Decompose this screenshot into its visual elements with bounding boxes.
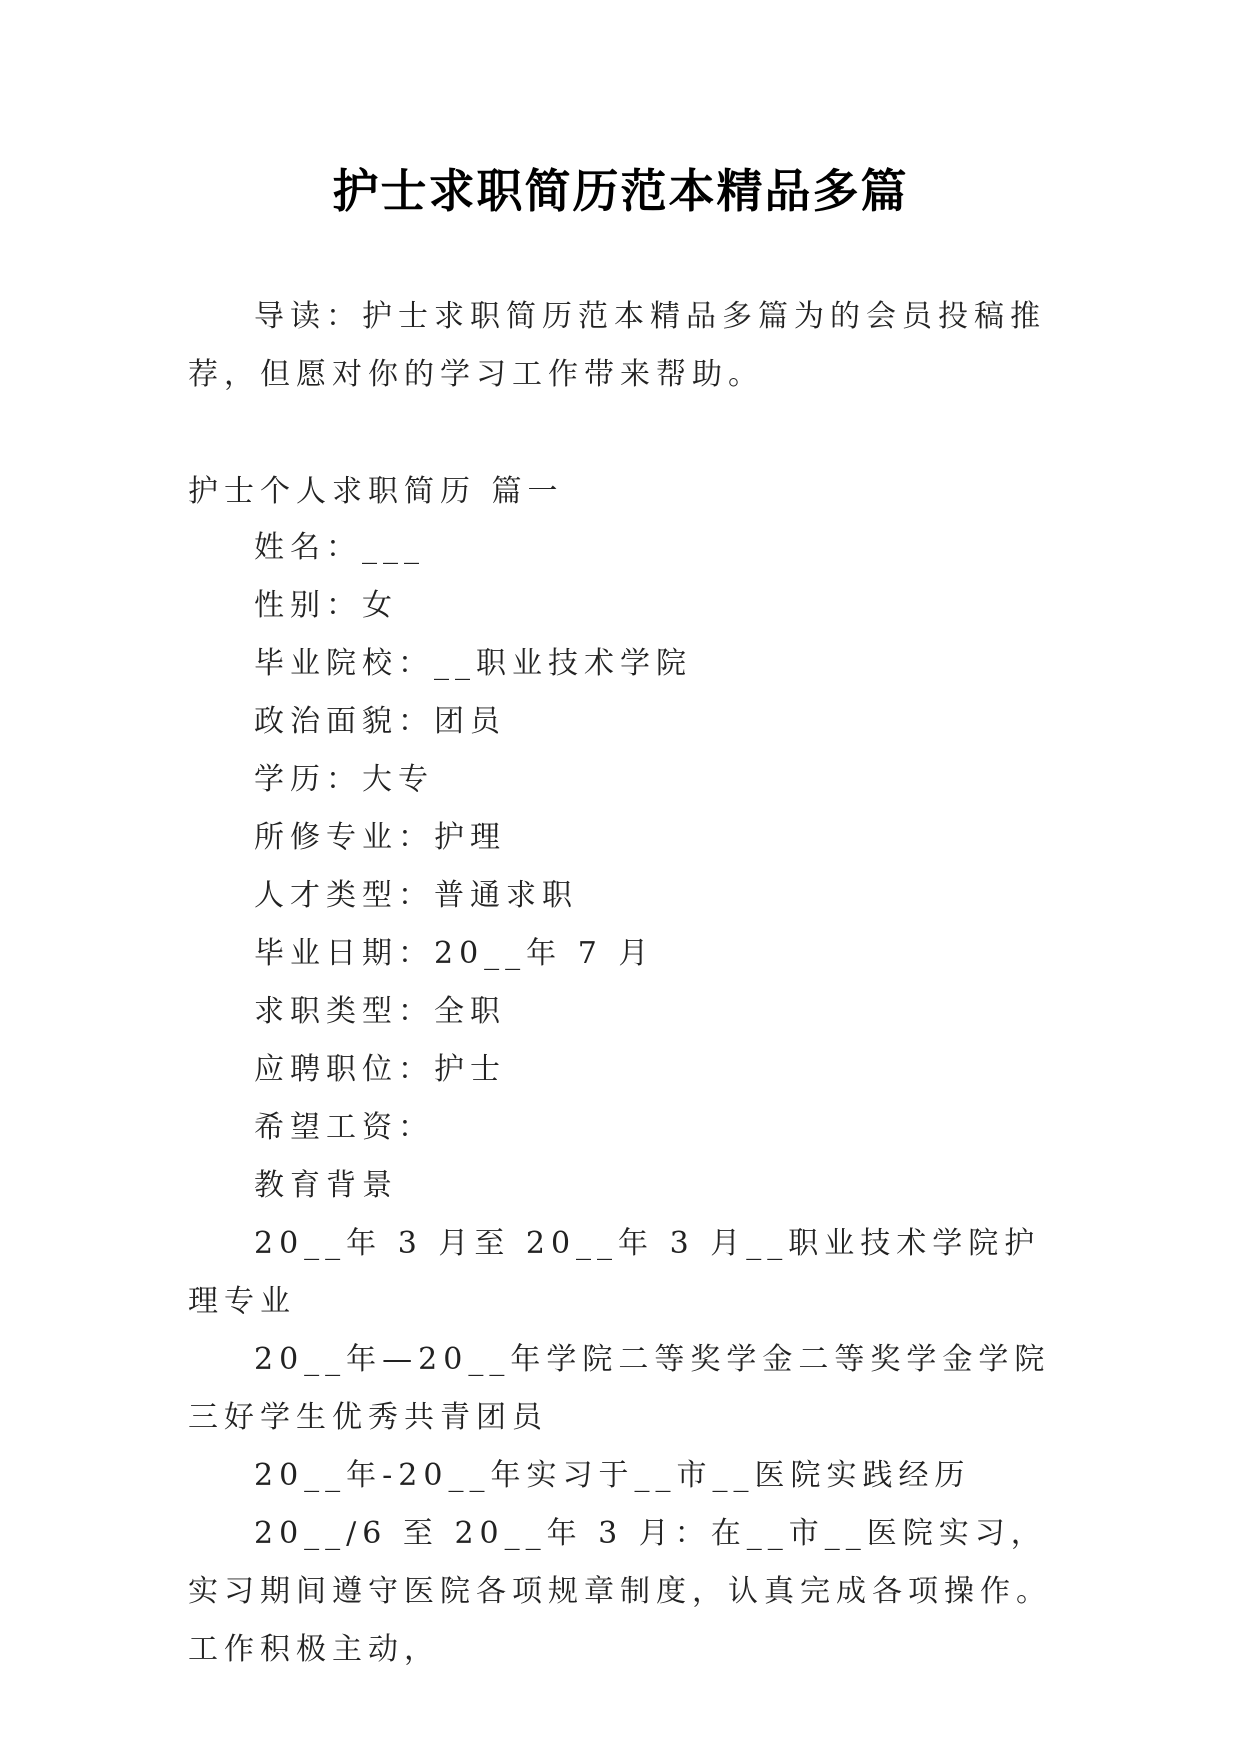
resume-line-internship-detail: 20__/6 至 20__年 3 月：在__市__医院实习，实习期间遵守医院各项规章制度，认真完成各项操作。工作积极主动， [188,1516,1052,1667]
resume-line-graduation-date: 毕业日期：20__年 7 月 [254,936,655,971]
resume-line-talent-type: 人才类型：普通求职 [254,878,578,913]
resume-line-education-entry: 20__年 3 月至 20__年 3 月__职业技术学院护理专业 [188,1226,1041,1319]
resume-line-school: 毕业院校：__职业技术学院 [254,646,692,681]
resume-lines [188,519,1058,1679]
intro-paragraph [188,288,1058,404]
section-heading: 护士个人求职简历 篇一 [188,474,564,509]
intro-text: 导读：护士求职简历范本精品多篇为的会员投稿推荐，但愿对你的学习工作带来帮助。 [188,299,1046,392]
resume-line-job-type: 求职类型：全职 [254,994,506,1029]
resume-line-major: 所修专业：护理 [254,820,506,855]
resume-line-education-heading: 教育背景 [254,1168,398,1203]
resume-line-awards: 20__年—20__年学院二等奖学金二等奖学金学院三好学生优秀共青团员 [188,1342,1051,1435]
resume-line-education: 学历：大专 [254,762,434,797]
resume-line-internship: 20__年-20__年实习于__市__医院实践经历 [254,1458,971,1493]
resume-line-political-status: 政治面貌：团员 [254,704,506,739]
document-title: 护士求职简历范本精品多篇 [332,164,909,218]
resume-line-salary: 希望工资： [254,1110,434,1145]
resume-line-gender: 性别：女 [254,588,398,623]
resume-line-name: 姓名：___ [254,530,425,565]
resume-line-position: 应聘职位：护士 [254,1052,506,1087]
